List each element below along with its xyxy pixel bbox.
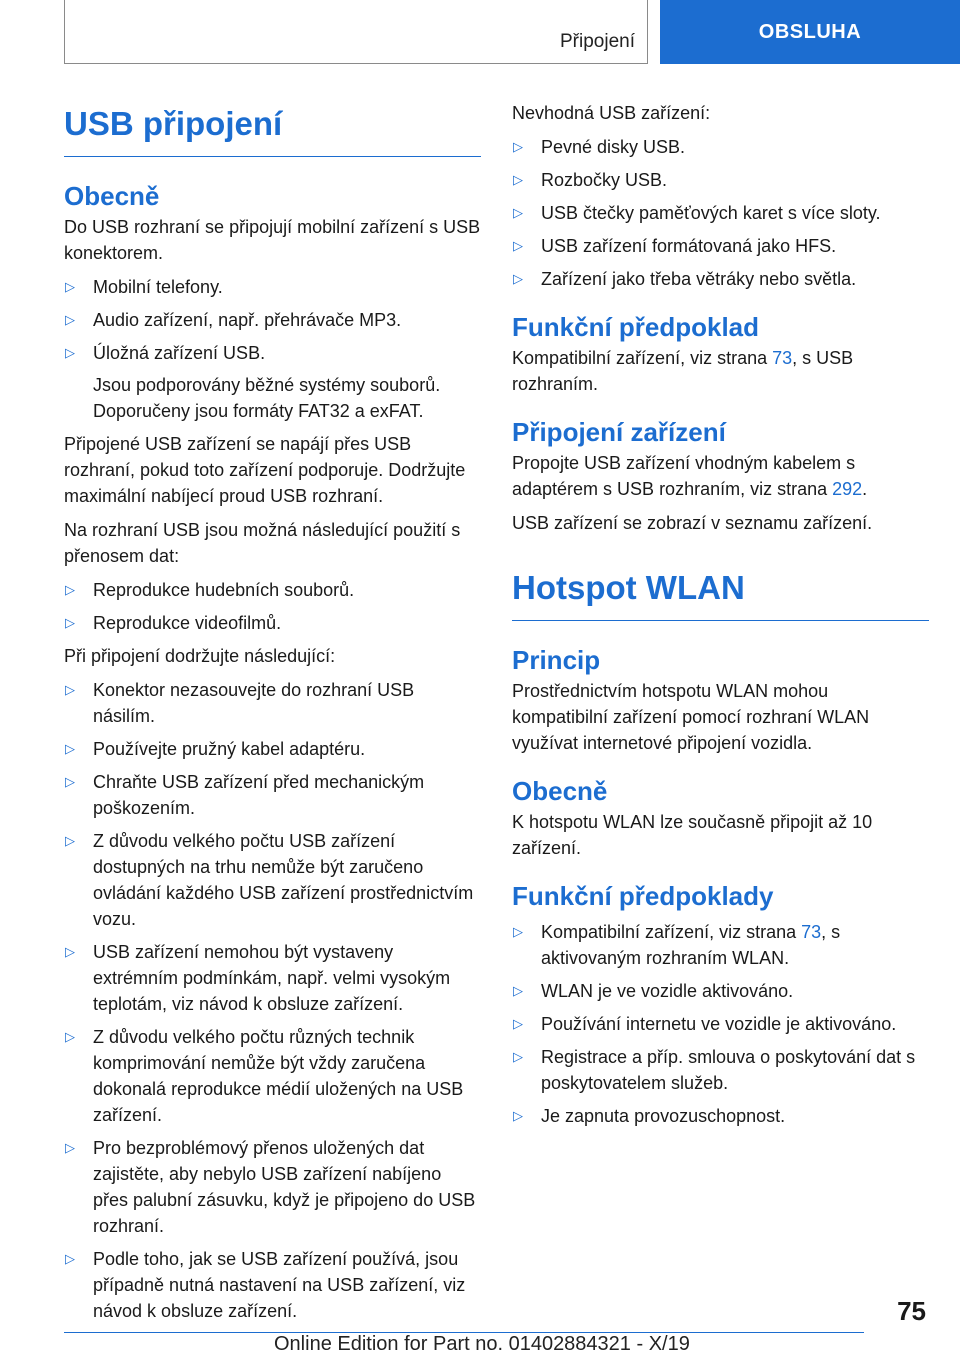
triangle-right-icon: ▷: [65, 681, 75, 697]
triangle-right-icon: ▷: [65, 614, 75, 630]
triangle-right-icon: ▷: [513, 923, 523, 939]
triangle-right-icon: ▷: [513, 271, 523, 286]
list-item: ▷ Používání internetu ve vozidle je aktivováno.: [512, 1011, 929, 1037]
triangle-right-icon: ▷: [513, 172, 523, 187]
principle-heading: Princip: [512, 644, 601, 675]
device-list: [64, 274, 481, 424]
list-item: ▷ USB zařízení formátovaná jako HFS.: [512, 233, 929, 259]
triangle-right-icon: ▷: [513, 1015, 523, 1031]
hotspot-requirements-list: [512, 919, 929, 1129]
list-item: ▷ Audio zařízení, např. přehrávače MP3.: [64, 307, 481, 333]
triangle-right-icon: ▷: [513, 1107, 523, 1123]
usb-requirement-heading: Funkční předpoklad: [512, 312, 760, 342]
triangle-right-icon: ▷: [65, 832, 75, 848]
chapter-tab-label: OBSLUHA: [758, 20, 862, 43]
triangle-right-icon: ▷: [513, 1048, 523, 1064]
list-item: ▷ Z důvodu velkého počtu USB zařízení dostupných na trhu nemůže být zaručeno ovládání každého USB zařízení prostřednictvím vozu.: [64, 828, 481, 932]
triangle-right-icon: ▷: [513, 982, 523, 998]
section-title: Připojení: [560, 31, 635, 52]
usb-general-heading: Obecně: [64, 180, 160, 211]
hotspot-title: Hotspot WLAN: [512, 568, 929, 621]
list-item: ▷ Z důvodu velkého počtu různých technik komprimování nemůže být vždy zaručena dokonalá reprodukce médií uložených na USB zařízení.: [64, 1024, 481, 1128]
list-item: ▷ Kompatibilní zařízení, viz strana 73, s aktivovaným rozhraním WLAN.: [512, 919, 929, 971]
list-item: ▷ WLAN je ve vozidle aktivováno.: [512, 978, 929, 1004]
list-item: ▷ Používejte pružný kabel adaptéru.: [64, 736, 481, 762]
triangle-right-icon: ▷: [65, 344, 75, 360]
unsuitable-list: [512, 134, 929, 292]
page-link-73[interactable]: 73: [772, 348, 793, 369]
footer-edition: Online Edition for Part no. 01402884321 - X/19: [274, 1333, 690, 1355]
triangle-right-icon: ▷: [65, 311, 75, 327]
list-item: ▷ Je zapnuta provozuschopnost.: [512, 1103, 929, 1129]
triangle-right-icon: ▷: [65, 278, 75, 294]
hotspot-general-text: K hotspotu WLAN lze současně připojit až 10 zařízení.: [512, 812, 873, 859]
header-box: [64, 0, 648, 64]
page-number: 75: [897, 1296, 926, 1326]
connect-device-text: Propojte USB zařízení vhodným kabelem s adaptérem s USB rozhraním, viz strana 292.: [512, 453, 868, 500]
list-item: ▷ USB zařízení nemohou být vystaveny extrémním podmínkám, např. velmi vysokým teplotám, viz návod k obsluze zařízení.: [64, 939, 481, 1017]
list-item: ▷ Konektor nezasouvejte do rozhraní USB násilím.: [64, 677, 481, 729]
list-item: ▷ Rozbočky USB.: [512, 167, 929, 193]
hotspot-requirements-heading: Funkční předpoklady: [512, 881, 774, 912]
list-item: ▷ Pro bezproblémový přenos uložených dat zajistěte, aby nebylo USB zařízení nabíjeno přes palubní zásuvku, když je připojeno do USB rozhraní.: [64, 1135, 481, 1239]
uses-list: [64, 577, 481, 636]
list-item: ▷ Reprodukce hudebních souborů.: [64, 577, 481, 603]
usb-requirement-text: Kompatibilní zařízení, viz strana 73, s USB rozhraním.: [512, 348, 854, 395]
principle-text: Prostřednictvím hotspotu WLAN mohou kompatibilní zařízení pomocí rozhraní WLAN využívat internetové připojení vozidla.: [512, 681, 870, 754]
page-link-292[interactable]: 292: [832, 479, 863, 500]
right-column: [512, 100, 929, 1136]
triangle-right-icon: ▷: [513, 238, 523, 253]
usb-intro: Do USB rozhraní se připojují mobilní zařízení s USB konektorem.: [64, 216, 481, 263]
list-item: ▷ Pevné disky USB.: [512, 134, 929, 160]
list-item: ▷ Úložná zařízení USB. Jsou podporovány běžné systémy souborů. Doporučeny jsou formáty FAT32 a exFAT.: [64, 340, 481, 424]
triangle-right-icon: ▷: [65, 1250, 75, 1266]
chapter-tab[interactable]: [660, 0, 960, 64]
list-item: ▷ Zařízení jako třeba větráky nebo světla.: [512, 266, 929, 292]
triangle-right-icon: ▷: [65, 1139, 75, 1155]
list-item: ▷ Mobilní telefony.: [64, 274, 481, 300]
triangle-right-icon: ▷: [513, 139, 523, 154]
triangle-right-icon: ▷: [513, 205, 523, 220]
left-column: [64, 100, 481, 1331]
unsuitable-intro: Nevhodná USB zařízení:: [512, 103, 711, 123]
power-paragraph: Připojené USB zařízení se napájí přes USB rozhraní, pokud toto zařízení podporuje. Dodržujte maximální nabíjecí proud USB rozhraní.: [64, 433, 466, 506]
list-item: ▷ USB čtečky paměťových karet s více sloty.: [512, 200, 929, 226]
triangle-right-icon: ▷: [65, 740, 75, 756]
observe-list: [64, 677, 481, 1324]
file-systems-note: Jsou podporovány běžné systémy souborů. Doporučeny jsou formáty FAT32 a exFAT.: [93, 374, 441, 421]
triangle-right-icon: ▷: [65, 943, 75, 959]
list-item: ▷ Registrace a příp. smlouva o poskytování dat s poskytovatelem služeb.: [512, 1044, 929, 1096]
triangle-right-icon: ▷: [65, 773, 75, 789]
triangle-right-icon: ▷: [65, 581, 75, 597]
list-item: ▷ Reprodukce videofilmů.: [64, 610, 481, 636]
list-item: ▷ Chraňte USB zařízení před mechanickým poškozením.: [64, 769, 481, 821]
observe-paragraph: Při připojení dodržujte následující:: [64, 645, 336, 666]
uses-paragraph: Na rozhraní USB jsou možná následující použití s přenosem dat:: [64, 519, 461, 566]
hotspot-general-heading: Obecně: [512, 776, 608, 807]
usb-title: USB připojení: [64, 104, 481, 157]
connect-device-heading: Připojení zařízení: [512, 417, 726, 448]
page-link-73[interactable]: 73: [801, 921, 822, 942]
device-list-note: USB zařízení se zobrazí v seznamu zařízení.: [512, 513, 873, 534]
list-item: ▷ Podle toho, jak se USB zařízení používá, jsou případně nutná nastavení na USB zařízení, viz návod k obsluze zařízení.: [64, 1246, 481, 1324]
triangle-right-icon: ▷: [65, 1028, 75, 1044]
